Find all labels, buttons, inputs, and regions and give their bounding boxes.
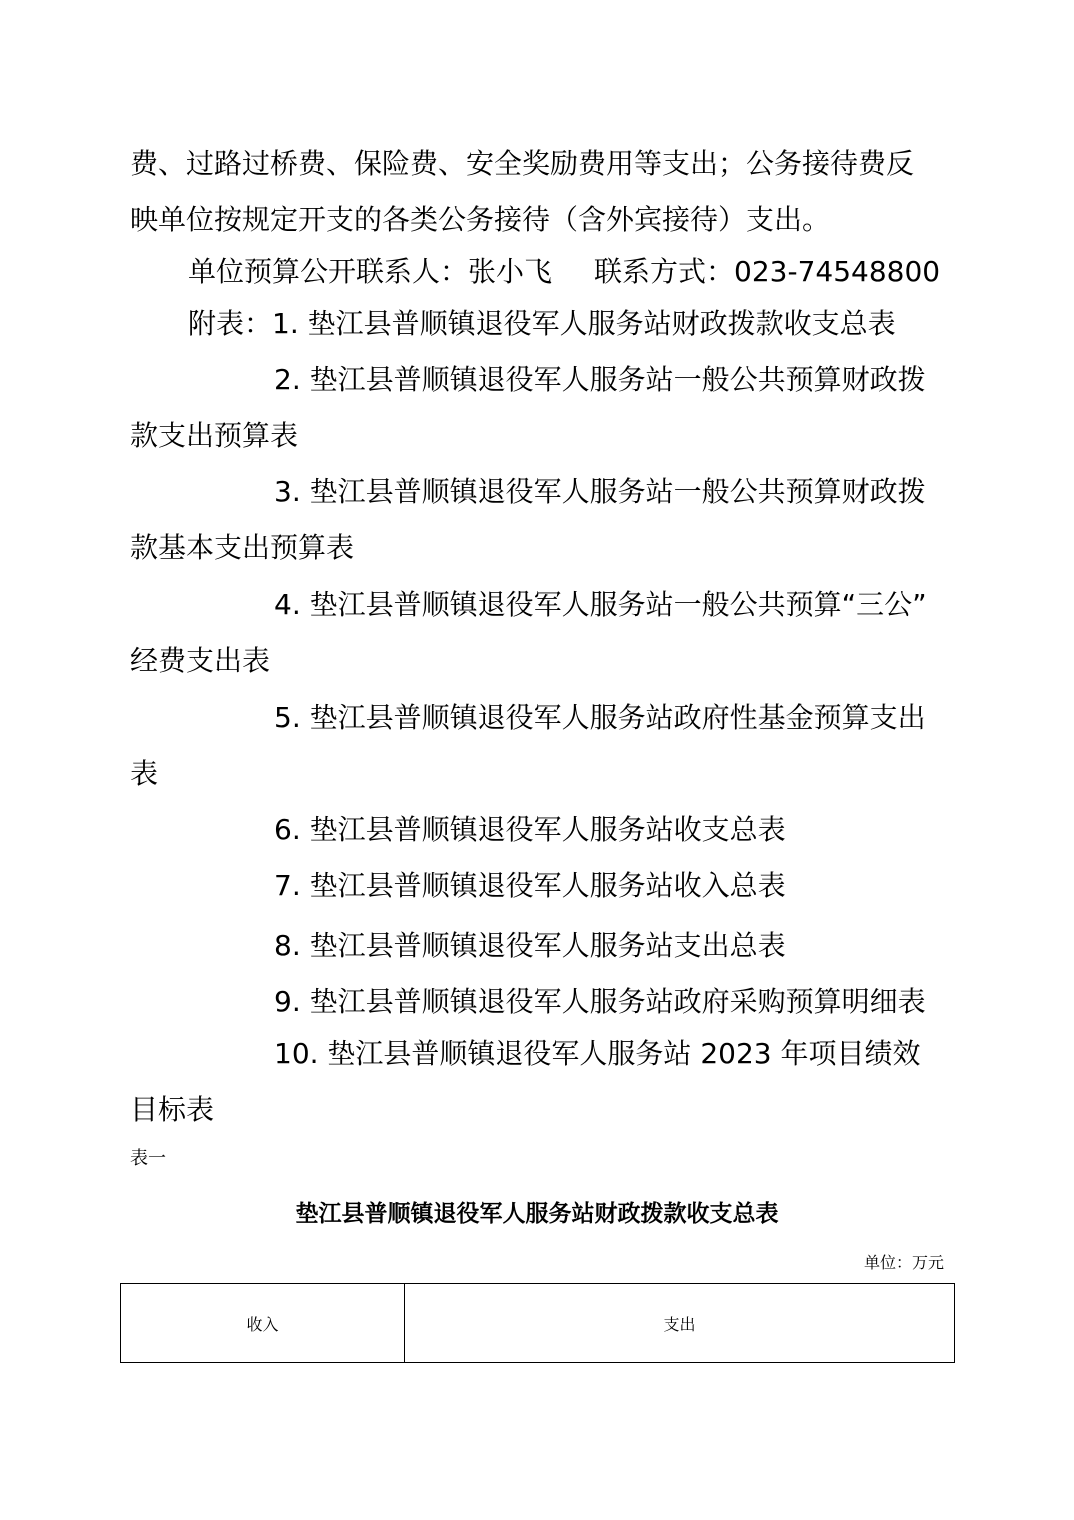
attachment-item-3: 3. 垫江县普顺镇退役军人服务站一般公共预算财政拨 <box>274 475 926 508</box>
attachment-item-text: 1. 垫江县普顺镇退役军人服务站财政拨款收支总表 <box>272 307 896 340</box>
attachments-heading: 附表： <box>188 307 273 340</box>
attachment-item-8: 8. 垫江县普顺镇退役军人服务站支出总表 <box>274 929 786 962</box>
table-header-row <box>121 1284 955 1363</box>
attachment-item-10-continued: 目标表 <box>130 1093 215 1126</box>
attachment-item-5: 5. 垫江县普顺镇退役军人服务站政府性基金预算支出 <box>274 701 926 734</box>
paragraph-line: 费、过路过桥费、保险费、安全奖励费用等支出；公务接待费反 <box>130 147 915 180</box>
attachment-item-2-continued: 款支出预算表 <box>130 419 299 452</box>
attachment-item-6: 6. 垫江县普顺镇退役军人服务站收支总表 <box>274 813 786 846</box>
paragraph-line: 映单位按规定开支的各类公务接待（含外宾接待）支出。 <box>130 203 831 236</box>
attachment-item-4: 4. 垫江县普顺镇退役军人服务站一般公共预算“三公” <box>274 588 927 621</box>
contact-line <box>188 252 940 292</box>
attachment-item-1 <box>188 304 896 344</box>
table-label: 表一 <box>130 1148 166 1169</box>
contact-method: 联系方式：023-74548800 <box>594 255 941 288</box>
finance-summary-table <box>120 1283 955 1363</box>
table-title: 垫江县普顺镇退役军人服务站财政拨款收支总表 <box>295 1201 779 1227</box>
attachment-item-2: 2. 垫江县普顺镇退役军人服务站一般公共预算财政拨 <box>274 363 926 396</box>
contact-person: 单位预算公开联系人：张小飞 <box>188 255 553 288</box>
header-expenditure: 支出 <box>405 1284 955 1363</box>
attachment-item-4-continued: 经费支出表 <box>130 644 271 677</box>
header-income: 收入 <box>121 1284 405 1363</box>
unit-label: 单位：万元 <box>863 1253 944 1272</box>
attachment-item-5-continued: 表 <box>130 757 159 790</box>
attachment-item-10: 10. 垫江县普顺镇退役军人服务站 2023 年项目绩效 <box>274 1037 921 1070</box>
attachment-item-9: 9. 垫江县普顺镇退役军人服务站政府采购预算明细表 <box>274 985 926 1018</box>
attachment-item-3-continued: 款基本支出预算表 <box>130 531 355 564</box>
attachment-item-7: 7. 垫江县普顺镇退役军人服务站收入总表 <box>274 869 786 902</box>
